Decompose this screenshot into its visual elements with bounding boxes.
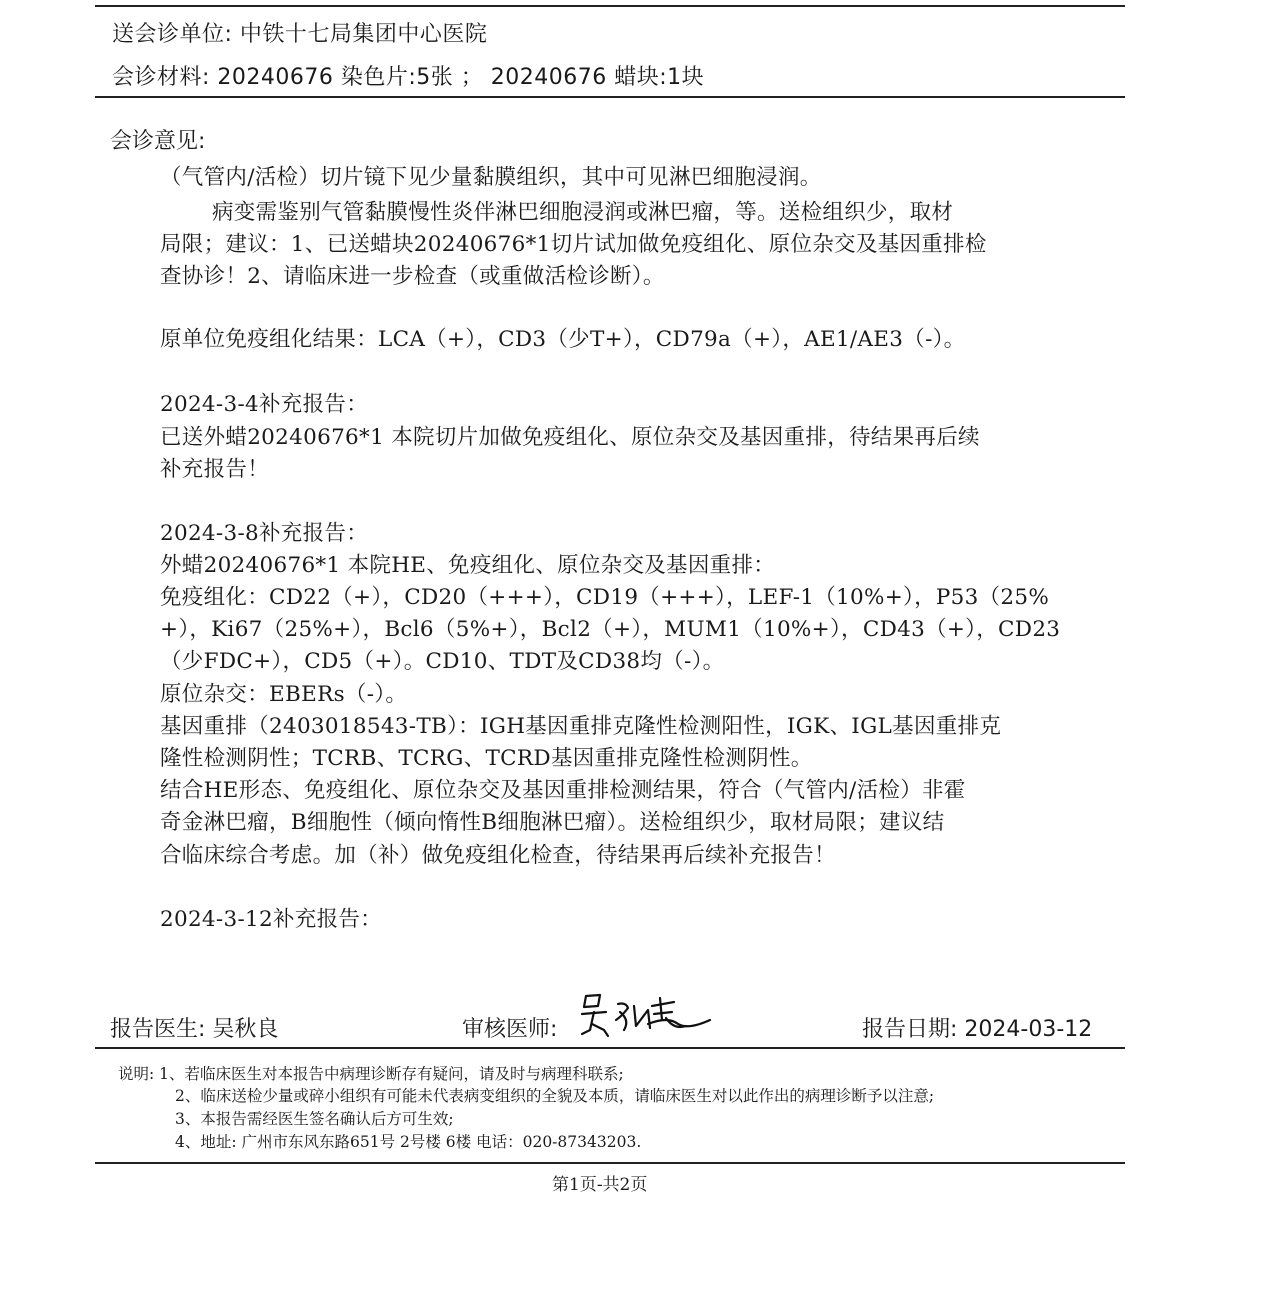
opinion-line: 结合HE形态、免疫组化、原位杂交及基因重排检测结果，符合（气管内/活检）非霍 [160,778,966,803]
opinion-line: 局限；建议：1、已送蜡块20240676*1切片试加做免疫组化、原位杂交及基因重排检 [160,232,987,257]
note-line: 3、本报告需经医生签名确认后方可生效; [175,1110,454,1128]
opinion-label: 会诊意见: [110,129,206,154]
opinion-line: 已送外蜡20240676*1 本院切片加做免疫组化、原位杂交及基因重排，待结果再后续 [160,425,980,450]
opinion-line: 合临床综合考虑。加（补）做免疫组化检查，待结果再后续补充报告！ [160,843,836,868]
opinion-line: 病变需鉴别气管黏膜慢性炎伴淋巴细胞浸润或淋巴瘤，等。送检组织少，取材 [212,200,954,225]
opinion-line: 免疫组化：CD22（+），CD20（+++），CD19（+++），LEF-1（10%+），P53（25% [160,585,1050,610]
opinion-line: 补充报告！ [160,457,270,482]
opinion-line: （少FDC+），CD5（+）。CD10、TDT及CD38均（-）。 [160,649,725,674]
opinion-line: 隆性检测阴性；TCRB、TCRG、TCRD基因重排克隆性检测阴性。 [160,746,813,771]
opinion-line: 查协诊！2、请临床进一步检查（或重做活检诊断）。 [160,264,665,289]
opinion-line: 基因重排（2403018543-TB）：IGH基因重排克隆性检测阳性，IGK、IGL基因重排克 [160,714,1002,739]
consult-material: 会诊材料: 20240676 染色片:5张 ； 20240676 蜡块:1块 [112,65,705,90]
report-doctor: 报告医生: 吴秋良 [110,1017,279,1042]
opinion-line: +），Ki67（25%+），Bcl6（5%+），Bcl2（+），MUM1（10%+），CD43（+），CD23 [160,617,1061,642]
opinion-line: 奇金淋巴瘤，B细胞性（倾向惰性B细胞淋巴瘤）。送检组织少，取材局限；建议结 [160,810,945,835]
reviewer-signature-image [578,990,718,1040]
header-rule [95,96,1125,98]
signature-rule [95,1047,1125,1049]
note-line: 2、临床送检少量或碎小组织有可能未代表病变组织的全貌及本质，请临床医生对以此作出的病理诊断予以注意; [175,1087,935,1105]
opinion-line: 外蜡20240676*1 本院HE、免疫组化、原位杂交及基因重排： [160,553,776,578]
note-line: 说明: 1、若临床医生对本报告中病理诊断存有疑问，请及时与病理科联系; [118,1065,624,1083]
supplement-heading: 2024-3-4补充报告： [160,392,369,417]
reviewer-label: 审核医师: [462,1017,558,1042]
supplement-heading: 2024-3-12补充报告： [160,907,382,932]
note-line: 4、地址: 广州市东风东路651号 2号楼 6楼 电话：020-87343203. [175,1133,642,1151]
supplement-heading: 2024-3-8补充报告： [160,521,369,546]
opinion-line: （气管内/活检）切片镜下见少量黏膜组织，其中可见淋巴细胞浸润。 [160,165,822,190]
page-number: 第1页-共2页 [552,1175,648,1195]
opinion-line: 原位杂交：EBERs（-）。 [160,682,408,707]
top-rule [95,5,1125,7]
consult-unit: 送会诊单位: 中铁十七局集团中心医院 [112,22,488,47]
report-date: 报告日期: 2024-03-12 [862,1017,1093,1042]
opinion-line: 原单位免疫组化结果：LCA（+），CD3（少T+），CD79a（+），AE1/AE3（-）。 [160,327,966,352]
bottom-rule [95,1162,1125,1164]
